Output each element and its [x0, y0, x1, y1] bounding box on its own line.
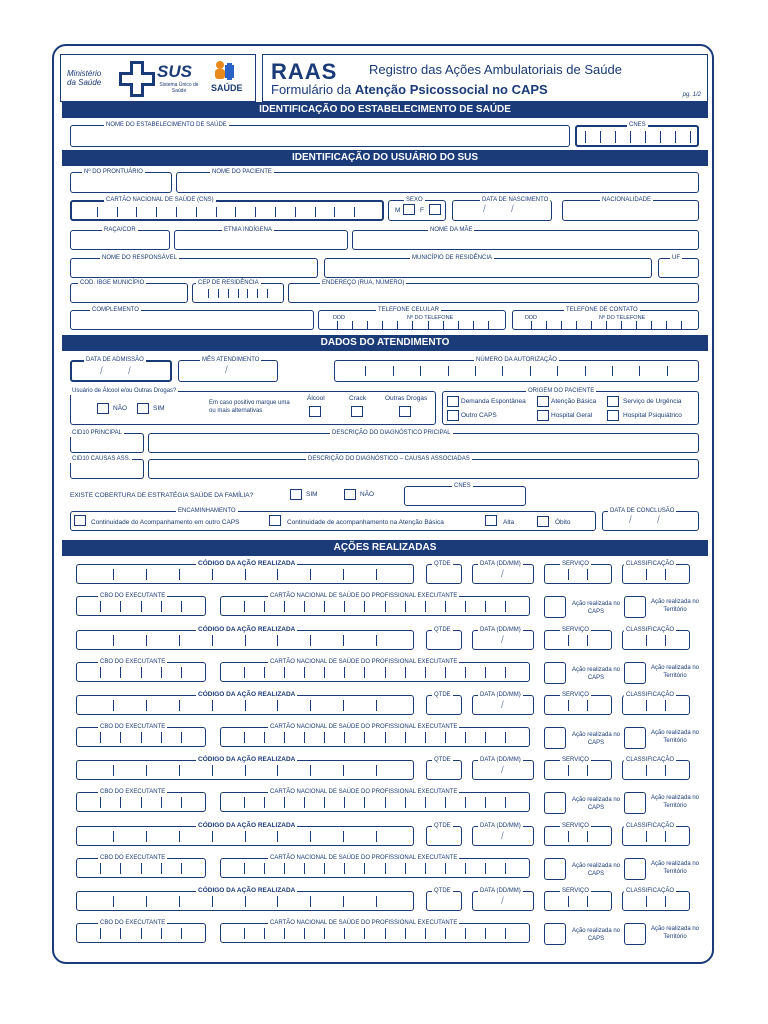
codigo-acao-label: CÓDIGO DA AÇÃO REALIZADA: [198, 887, 296, 894]
acao-caps-text: Ação realizada no CAPS: [571, 601, 621, 615]
origem-group: [442, 391, 699, 425]
hospital-geral-text: Hospital Geral: [551, 412, 593, 419]
title-line1: Registro das Ações Ambulatoriais de Saúde: [369, 62, 622, 77]
acao-territorio-text: Ação realizada no Território: [650, 730, 700, 744]
data-acao-field[interactable]: /: [472, 630, 534, 650]
codigo-acao-label: CÓDIGO DA AÇÃO REALIZADA: [198, 822, 296, 829]
cont-basica-text: Continuidade de acompanhamento na Atenção Básica: [287, 519, 444, 526]
outro-caps-checkbox[interactable]: [447, 410, 459, 421]
data-admissao-field[interactable]: / /: [70, 360, 172, 382]
cns-profissional-label: CARTÃO NACIONAL DE SAÚDE DO PROFISSIONAL EXECUTANTE: [270, 789, 458, 795]
alcool-checkbox[interactable]: [309, 406, 321, 417]
cns-profissional-label: CARTÃO NACIONAL DE SAÚDE DO PROFISSIONAL EXECUTANTE: [270, 724, 458, 730]
cobertura-text: EXISTE COBERTURA DE ESTRATÉGIA SAÚDE DA FAMÍLIA?: [70, 492, 254, 499]
cns-profissional-label: CARTÃO NACIONAL DE SAÚDE DO PROFISSIONAL EXECUTANTE: [270, 593, 458, 599]
sexo-f-checkbox[interactable]: [429, 204, 441, 215]
alcool-sim-text: SIM: [153, 405, 165, 412]
acao-block: [54, 756, 714, 816]
celular-ddd-text: DDD: [333, 315, 345, 321]
sexo-m-checkbox[interactable]: [403, 204, 415, 215]
demanda-text: Demanda Espontânea: [461, 398, 526, 405]
desc-principal-label: DESCRIÇÃO DO DIAGNÓSTICO PRICIPAL: [332, 430, 451, 436]
data-acao-field[interactable]: /: [472, 564, 534, 584]
nome-mae-label: NOME DA MÃE: [430, 227, 473, 233]
acao-territorio-text: Ação realizada no Território: [650, 861, 700, 875]
celular-numero-text: Nº DO TELEFONE: [407, 315, 454, 321]
cont-basica-checkbox[interactable]: [269, 515, 281, 526]
alcool-nao-text: NÃO: [113, 405, 128, 412]
acao-caps-checkbox[interactable]: [544, 858, 566, 880]
mes-atendimento-field[interactable]: /: [178, 360, 278, 382]
section-acoes-title: AÇÕES REALIZADAS: [62, 540, 708, 556]
sus-logo-text: SUS: [157, 62, 192, 81]
crack-checkbox[interactable]: [351, 406, 363, 417]
demanda-checkbox[interactable]: [447, 396, 459, 407]
crack-text: Crack: [349, 395, 366, 402]
municipio-label: MUNICÍPIO DE RESIDÊNCIA: [412, 255, 493, 261]
qtde-label: QTDE: [434, 561, 451, 567]
data-acao-label: DATA (DD/MM): [480, 692, 521, 698]
sus-sub-text: Sistema Único de Saúde: [159, 82, 199, 94]
encaminhamento-label: ENCAMINHAMENTO: [178, 508, 236, 514]
alcool-sim-checkbox[interactable]: [137, 403, 149, 414]
cid-causas-label: CID10 CAUSAS ASS.: [72, 456, 131, 462]
acao-territorio-text: Ação realizada no Território: [650, 795, 700, 809]
cnes-cobertura-label: CNES: [454, 483, 471, 489]
ibge-label: COD. IBGE MUNICÍPIO: [80, 280, 145, 286]
alcool-nao-checkbox[interactable]: [97, 403, 109, 414]
cns-paciente-label: CARTÃO NACIONAL DE SAÚDE (CNS): [106, 197, 214, 203]
data-acao-field[interactable]: /: [472, 826, 534, 846]
sexo-label: SEXO: [406, 197, 423, 203]
prontuario-label: Nº DO PRONTUÁRIO: [84, 169, 143, 175]
section-usuario-title: IDENTIFICAÇÃO DO USUÁRIO DO SUS: [62, 150, 708, 166]
acao-caps-checkbox[interactable]: [544, 792, 566, 814]
alcool-drogas-label: Usuário de Álcool e/ou Outras Drogas?: [72, 388, 177, 394]
classificacao-label: CLASSIFICAÇÃO: [626, 823, 675, 829]
page-number: pg. 1/2: [682, 92, 701, 98]
numero-autorizacao-label: NÚMERO DA AUTORIZAÇÃO: [476, 357, 557, 363]
servico-label: SERVIÇO: [562, 692, 589, 698]
uf-label: UF: [672, 255, 680, 261]
classificacao-label: CLASSIFICAÇÃO: [626, 692, 675, 698]
contato-numero-text: Nº DO TELEFONE: [599, 315, 646, 321]
acao-caps-text: Ação realizada no CAPS: [571, 797, 621, 811]
qtde-label: QTDE: [434, 823, 451, 829]
acao-block: [54, 887, 714, 947]
endereco-label: ENDEREÇO (RUA, NÚMERO): [322, 280, 405, 286]
codigo-acao-label: CÓDIGO DA AÇÃO REALIZADA: [198, 756, 296, 763]
data-acao-label: DATA (DD/MM): [480, 627, 521, 633]
saude-logo-text: SAÚDE: [211, 83, 243, 93]
acao-territorio-text: Ação realizada no Território: [650, 665, 700, 679]
cbo-label: CBO DO EXECUTANTE: [100, 724, 166, 730]
nome-paciente-label: NOME DO PACIENTE: [212, 169, 272, 175]
mes-atendimento-label: MÊS ATENDIMENTO: [202, 357, 260, 363]
nome-mae-field[interactable]: [352, 230, 699, 250]
contato-ddd-text: DDD: [525, 315, 537, 321]
data-acao-label: DATA (DD/MM): [480, 823, 521, 829]
cid-principal-label: CID10 PRINCIPAL: [72, 430, 122, 436]
data-admissao-label: DATA DE ADMISSÃO: [86, 357, 144, 363]
classificacao-label: CLASSIFICAÇÃO: [626, 561, 675, 567]
title-area: [262, 54, 708, 102]
alcool-drogas-group: [70, 391, 436, 425]
acao-block: [54, 822, 714, 882]
title-line2: Formulário da Atenção Psicossocial no CAPS: [271, 82, 548, 97]
acao-block: [54, 560, 714, 620]
acao-block: [54, 626, 714, 686]
acao-block: [54, 691, 714, 751]
section-atendimento-title: DADOS DO ATENDIMENTO: [62, 335, 708, 351]
cns-profissional-label: CARTÃO NACIONAL DE SAÚDE DO PROFISSIONAL EXECUTANTE: [270, 855, 458, 861]
cont-caps-text: Continuidade do Acompanhamento em outro CAPS: [91, 519, 240, 526]
alcool-text: Álcool: [307, 395, 325, 402]
responsavel-label: NOME DO RESPONSÁVEL: [102, 255, 178, 261]
raas-title: RAAS: [271, 59, 338, 84]
obito-checkbox[interactable]: [537, 516, 549, 527]
acao-caps-checkbox[interactable]: [544, 923, 566, 945]
acao-caps-checkbox[interactable]: [544, 662, 566, 684]
data-acao-label: DATA (DD/MM): [480, 888, 521, 894]
encaminhamento-group: [70, 511, 596, 531]
raca-label: RAÇA/COR: [104, 227, 136, 233]
servico-urgencia-text: Serviço de Urgência: [623, 398, 682, 405]
caso-positivo-text: Em caso positivo marque uma ou mais alternativas: [209, 400, 290, 414]
servico-label: SERVIÇO: [562, 561, 589, 567]
codigo-acao-label: CÓDIGO DA AÇÃO REALIZADA: [198, 626, 296, 633]
sexo-f-text: F: [420, 207, 424, 214]
origem-label: ORIGEM DO PACIENTE: [528, 388, 595, 394]
outras-drogas-checkbox[interactable]: [399, 406, 411, 417]
qtde-label: QTDE: [434, 627, 451, 633]
acao-territorio-checkbox[interactable]: [624, 596, 646, 618]
acao-territorio-checkbox[interactable]: [624, 662, 646, 684]
cobertura-sim-text: SIM: [306, 491, 318, 498]
cns-profissional-label: CARTÃO NACIONAL DE SAÚDE DO PROFISSIONAL EXECUTANTE: [270, 659, 458, 665]
data-acao-field[interactable]: /: [472, 760, 534, 780]
acao-territorio-checkbox[interactable]: [624, 858, 646, 880]
desc-causas-label: DESCRIÇÃO DO DIAGNÓSTICO – CAUSAS ASSOCIADAS: [308, 456, 470, 462]
cbo-label: CBO DO EXECUTANTE: [100, 593, 166, 599]
acao-territorio-checkbox[interactable]: [624, 923, 646, 945]
acao-caps-text: Ação realizada no CAPS: [571, 863, 621, 877]
data-acao-field[interactable]: /: [472, 695, 534, 715]
sexo-m-text: M: [395, 207, 401, 214]
etnia-label: ETNIA INDÍGENA: [224, 227, 273, 233]
servico-label: SERVIÇO: [562, 823, 589, 829]
complemento-label: COMPLEMENTO: [92, 307, 139, 313]
sus-cross-icon: [117, 59, 157, 99]
obito-text: Óbito: [555, 519, 571, 526]
classificacao-label: CLASSIFICAÇÃO: [626, 627, 675, 633]
alta-text: Alta: [503, 519, 515, 526]
atencao-basica-text: Atenção Básica: [551, 398, 597, 405]
acao-caps-text: Ação realizada no CAPS: [571, 732, 621, 746]
acao-territorio-checkbox[interactable]: [624, 792, 646, 814]
servico-label: SERVIÇO: [562, 757, 589, 763]
cep-label: CEP DE RESIDÊNCIA: [198, 280, 259, 286]
servico-label: SERVIÇO: [562, 627, 589, 633]
outras-drogas-text: Outras Drogas: [385, 395, 428, 402]
acao-territorio-checkbox[interactable]: [624, 727, 646, 749]
logo-area: [60, 54, 256, 102]
codigo-acao-label: CÓDIGO DA AÇÃO REALIZADA: [198, 560, 296, 567]
alta-checkbox[interactable]: [485, 515, 497, 526]
acao-territorio-text: Ação realizada no Território: [650, 599, 700, 613]
cobertura-sim-checkbox[interactable]: [290, 489, 302, 500]
qtde-label: QTDE: [434, 888, 451, 894]
outro-caps-text: Outro CAPS: [461, 412, 497, 419]
cobertura-nao-checkbox[interactable]: [344, 489, 356, 500]
ministerio-text: Ministério da Saúde: [67, 69, 102, 87]
atencao-basica-checkbox[interactable]: [537, 396, 549, 407]
section-estabelecimento-title: IDENTIFICAÇÃO DO ESTABELECIMENTO DE SAÚDE: [62, 102, 708, 118]
telefone-celular-label: TELEFONE CELULAR: [378, 307, 440, 313]
data-acao-field[interactable]: /: [472, 891, 534, 911]
data-conclusao-field[interactable]: / /: [602, 511, 699, 531]
data-acao-label: DATA (DD/MM): [480, 561, 521, 567]
data-acao-label: DATA (DD/MM): [480, 757, 521, 763]
hospital-psiq-checkbox[interactable]: [607, 410, 619, 421]
cbo-label: CBO DO EXECUTANTE: [100, 659, 166, 665]
qtde-label: QTDE: [434, 757, 451, 763]
acao-caps-text: Ação realizada no CAPS: [571, 928, 621, 942]
saude-figure-icon: [211, 59, 237, 81]
acao-caps-checkbox[interactable]: [544, 596, 566, 618]
cns-profissional-label: CARTÃO NACIONAL DE SAÚDE DO PROFISSIONAL EXECUTANTE: [270, 920, 458, 926]
cbo-label: CBO DO EXECUTANTE: [100, 855, 166, 861]
nacionalidade-label: NACIONALIDADE: [602, 197, 652, 203]
cobertura-nao-text: NÃO: [360, 491, 375, 498]
hospital-geral-checkbox[interactable]: [537, 410, 549, 421]
nascimento-label: DATA DE NASCIMENTO: [482, 197, 549, 203]
servico-label: SERVIÇO: [562, 888, 589, 894]
classificacao-label: CLASSIFICAÇÃO: [626, 888, 675, 894]
cnes-estab-label: CNES: [629, 122, 646, 128]
nascimento-field[interactable]: / /: [452, 200, 552, 221]
acao-territorio-text: Ação realizada no Território: [650, 926, 700, 940]
cbo-label: CBO DO EXECUTANTE: [100, 789, 166, 795]
raas-form: [52, 44, 714, 964]
classificacao-label: CLASSIFICAÇÃO: [626, 757, 675, 763]
hospital-psiq-text: Hospital Psiquiátrico: [623, 412, 682, 419]
cbo-label: CBO DO EXECUTANTE: [100, 920, 166, 926]
qtde-label: QTDE: [434, 692, 451, 698]
data-conclusao-label: DATA DE CONCLUSÃO: [610, 508, 675, 514]
cont-caps-checkbox[interactable]: [74, 515, 86, 526]
acao-caps-checkbox[interactable]: [544, 727, 566, 749]
codigo-acao-label: CÓDIGO DA AÇÃO REALIZADA: [198, 691, 296, 698]
servico-urgencia-checkbox[interactable]: [607, 396, 619, 407]
nome-estabelecimento-label: NOME DO ESTABELECIMENTO DE SAÚDE: [106, 122, 227, 128]
telefone-contato-label: TELEFONE DE CONTATO: [566, 307, 638, 313]
acao-caps-text: Ação realizada no CAPS: [571, 667, 621, 681]
